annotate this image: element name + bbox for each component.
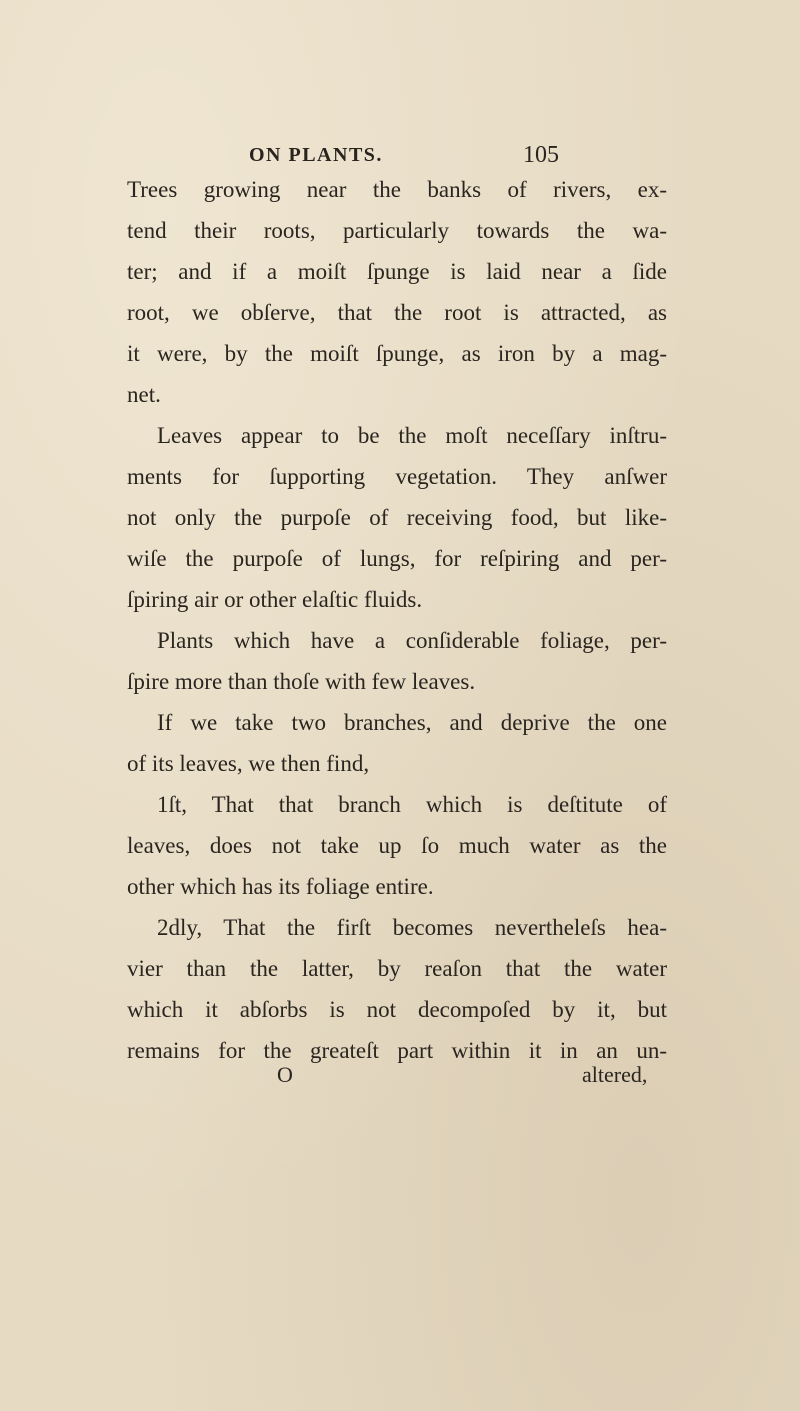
running-head-title: ON PLANTS. <box>249 144 383 166</box>
text-line: of its leaves, we then find, <box>127 751 370 776</box>
text-line: ſpire more than thoſe with few leaves. <box>127 669 476 694</box>
text-line: vier than the latter, by reaſon that the water <box>127 956 667 981</box>
text-line: If we take two branches, and deprive the one <box>157 710 667 735</box>
text-line: leaves, does not take up ſo much water as the <box>127 833 667 858</box>
text-line: wiſe the purpoſe of lungs, for reſpiring and per- <box>127 546 667 571</box>
text-line: ments for ſupporting vegetation. They anſwer <box>127 464 667 489</box>
text-line: ter; and if a moiſt ſpunge is laid near a ſide <box>127 259 667 284</box>
text-line: tend their roots, particularly towards the wa- <box>127 218 667 243</box>
signature-mark: O <box>277 1062 293 1087</box>
text-line: net. <box>127 382 161 407</box>
text-line: ſpiring air or other elaſtic fluids. <box>127 587 423 612</box>
text-line: it were, by the moiſt ſpunge, as iron by a mag- <box>127 341 667 366</box>
text-line: which it abſorbs is not decompoſed by it, but <box>127 997 667 1022</box>
text-line: Trees growing near the banks of rivers, ex- <box>127 177 667 202</box>
text-line: not only the purpoſe of receiving food, but like- <box>127 505 667 530</box>
text-line: Plants which have a conſiderable foliage, per- <box>157 628 667 653</box>
page-number: 105 <box>523 142 559 168</box>
text-line: Leaves appear to be the moſt neceſſary inſtru- <box>157 423 667 448</box>
text-line: other which has its foliage entire. <box>127 874 434 899</box>
text-line: 2dly, That the firſt becomes nevertheleſs hea- <box>157 915 667 940</box>
catchword: altered, <box>582 1062 648 1087</box>
text-line: remains for the greateſt part within it in an un- <box>127 1038 667 1063</box>
text-line: 1ſt, That that branch which is deſtitute of <box>157 792 667 817</box>
text-line: root, we obſerve, that the root is attracted, as <box>127 300 667 325</box>
